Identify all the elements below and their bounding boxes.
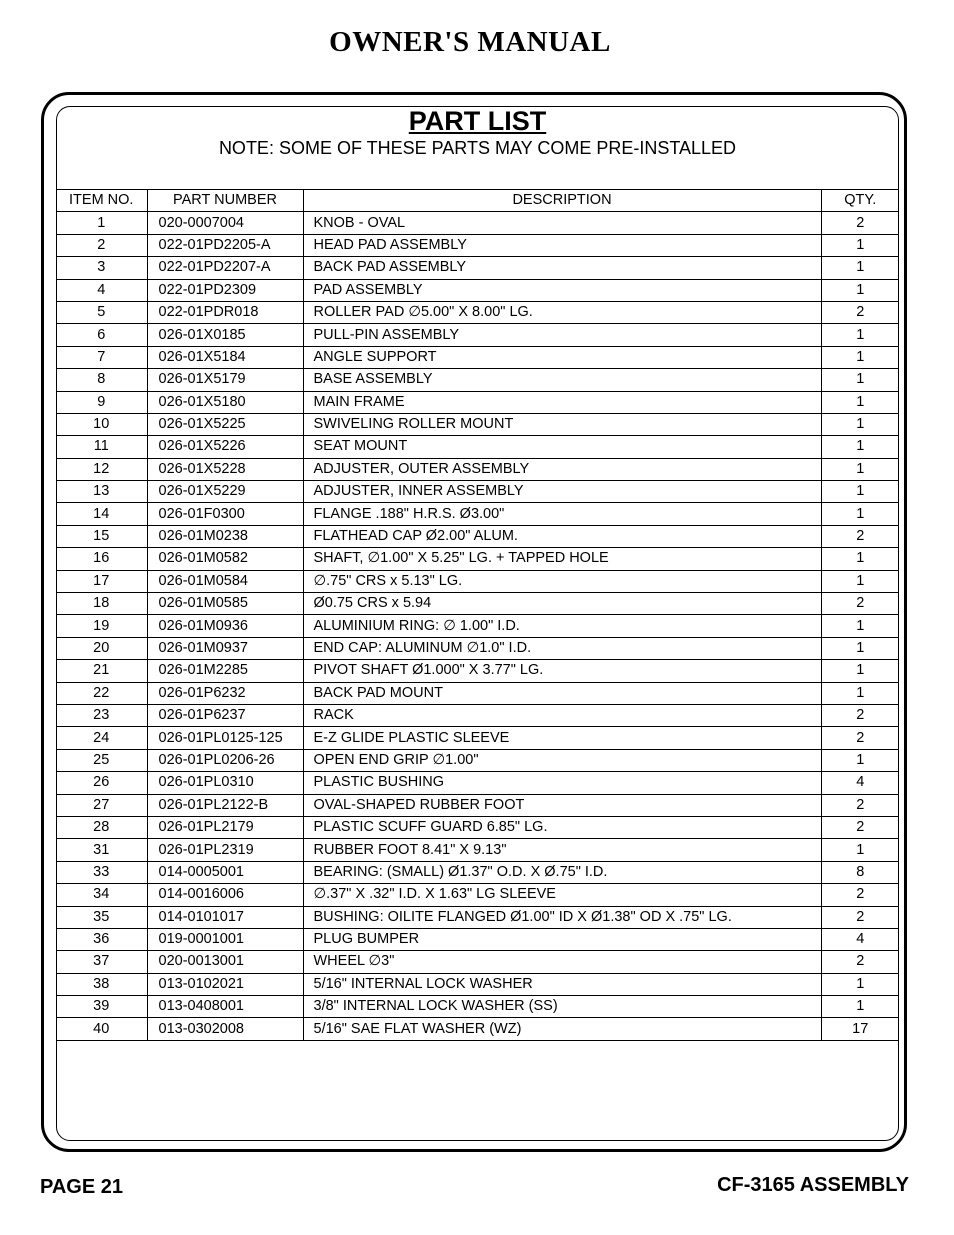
qty-cell: 2	[821, 794, 899, 816]
description-cell: ∅.37" X .32" I.D. X 1.63" LG SLEEVE	[303, 884, 821, 906]
qty-cell: 4	[821, 928, 899, 950]
part-number-cell: 022-01PD2207-A	[147, 257, 303, 279]
column-header-qty: QTY.	[821, 190, 899, 212]
qty-cell: 2	[821, 593, 899, 615]
part-number-cell: 026-01M0584	[147, 570, 303, 592]
description-cell: ADJUSTER, OUTER ASSEMBLY	[303, 458, 821, 480]
description-cell: SEAT MOUNT	[303, 436, 821, 458]
qty-cell: 1	[821, 234, 899, 256]
qty-cell: 2	[821, 704, 899, 726]
description-cell: OPEN END GRIP ∅1.00"	[303, 749, 821, 771]
item-no-cell: 11	[56, 436, 147, 458]
table-row	[56, 525, 899, 547]
part-number-cell: 026-01X5226	[147, 436, 303, 458]
qty-cell: 1	[821, 391, 899, 413]
description-cell: HEAD PAD ASSEMBLY	[303, 234, 821, 256]
qty-cell: 1	[821, 548, 899, 570]
qty-cell: 1	[821, 615, 899, 637]
part-number-cell: 026-01X5228	[147, 458, 303, 480]
item-no-cell: 19	[56, 615, 147, 637]
part-number-cell: 013-0302008	[147, 1018, 303, 1040]
qty-cell: 2	[821, 727, 899, 749]
description-cell: KNOB - OVAL	[303, 212, 821, 234]
description-cell: RUBBER FOOT 8.41" X 9.13"	[303, 839, 821, 861]
description-cell: OVAL-SHAPED RUBBER FOOT	[303, 794, 821, 816]
item-no-cell: 9	[56, 391, 147, 413]
part-number-cell: 026-01P6232	[147, 682, 303, 704]
manual-title: OWNER'S MANUAL	[329, 26, 611, 58]
item-no-cell: 15	[56, 525, 147, 547]
item-no-cell: 38	[56, 973, 147, 995]
part-number-cell: 026-01X5225	[147, 413, 303, 435]
description-cell: 3/8" INTERNAL LOCK WASHER (SS)	[303, 996, 821, 1018]
qty-cell: 1	[821, 279, 899, 301]
table-row	[56, 749, 899, 771]
part-number-cell: 014-0005001	[147, 861, 303, 883]
empty-cell	[303, 1040, 821, 1041]
item-no-cell: 40	[56, 1018, 147, 1040]
part-number-cell: 026-01F0300	[147, 503, 303, 525]
table-row	[56, 772, 899, 794]
part-number-cell: 022-01PD2205-A	[147, 234, 303, 256]
part-number-cell: 014-0101017	[147, 906, 303, 928]
table-row	[56, 660, 899, 682]
qty-cell: 1	[821, 749, 899, 771]
description-cell: END CAP: ALUMINUM ∅1.0" I.D.	[303, 637, 821, 659]
table-row	[56, 413, 899, 435]
item-no-cell: 12	[56, 458, 147, 480]
part-number-cell: 026-01M2285	[147, 660, 303, 682]
item-no-cell: 36	[56, 928, 147, 950]
description-cell: ADJUSTER, INNER ASSEMBLY	[303, 481, 821, 503]
table-row	[56, 234, 899, 256]
description-cell: PLASTIC SCUFF GUARD 6.85" LG.	[303, 816, 821, 838]
table-row	[56, 928, 899, 950]
part-number-cell: 020-0013001	[147, 951, 303, 973]
description-cell: ∅.75" CRS x 5.13" LG.	[303, 570, 821, 592]
table-row	[56, 637, 899, 659]
part-number-cell: 026-01X5179	[147, 369, 303, 391]
description-cell: ANGLE SUPPORT	[303, 346, 821, 368]
table-row	[56, 324, 899, 346]
description-cell: PLASTIC BUSHING	[303, 772, 821, 794]
part-number-cell: 026-01M0238	[147, 525, 303, 547]
qty-cell: 4	[821, 772, 899, 794]
table-row	[56, 503, 899, 525]
description-cell: WHEEL ∅3"	[303, 951, 821, 973]
qty-cell: 2	[821, 884, 899, 906]
qty-cell: 2	[821, 525, 899, 547]
part-number-cell: 026-01X5184	[147, 346, 303, 368]
item-no-cell: 23	[56, 704, 147, 726]
parts-table	[56, 189, 899, 1041]
table-row	[56, 615, 899, 637]
item-no-cell: 26	[56, 772, 147, 794]
item-no-cell: 14	[56, 503, 147, 525]
table-row	[56, 906, 899, 928]
part-list-note: NOTE: SOME OF THESE PARTS MAY COME PRE-INSTALLED	[218, 138, 737, 158]
part-number-cell: 022-01PD2309	[147, 279, 303, 301]
part-number-cell: 022-01PDR018	[147, 301, 303, 323]
table-row	[56, 951, 899, 973]
qty-cell: 1	[821, 324, 899, 346]
table-row	[56, 458, 899, 480]
table-row	[56, 996, 899, 1018]
empty-cell	[56, 1040, 147, 1041]
description-cell: RACK	[303, 704, 821, 726]
part-number-cell: 026-01M0937	[147, 637, 303, 659]
description-cell: BASE ASSEMBLY	[303, 369, 821, 391]
table-row	[56, 704, 899, 726]
qty-cell: 2	[821, 212, 899, 234]
qty-cell: 8	[821, 861, 899, 883]
table-row	[56, 973, 899, 995]
table-row-empty	[56, 1040, 899, 1041]
part-number-cell: 026-01PL2122-B	[147, 794, 303, 816]
part-number-cell: 013-0102021	[147, 973, 303, 995]
part-list-title: PART LIST	[408, 106, 547, 136]
qty-cell: 2	[821, 301, 899, 323]
table-row	[56, 212, 899, 234]
part-number-cell: 026-01M0582	[147, 548, 303, 570]
part-number-cell: 014-0016006	[147, 884, 303, 906]
description-cell: BEARING: (SMALL) Ø1.37" O.D. X Ø.75" I.D.	[303, 861, 821, 883]
item-no-cell: 2	[56, 234, 147, 256]
assembly-name: CF-3165 ASSEMBLY	[717, 1174, 909, 1196]
description-cell: ROLLER PAD ∅5.00" X 8.00" LG.	[303, 301, 821, 323]
qty-cell: 2	[821, 816, 899, 838]
table-row	[56, 570, 899, 592]
item-no-cell: 5	[56, 301, 147, 323]
description-cell: SHAFT, ∅1.00" X 5.25" LG. + TAPPED HOLE	[303, 548, 821, 570]
part-number-cell: 026-01X0185	[147, 324, 303, 346]
qty-cell: 1	[821, 973, 899, 995]
description-cell: 5/16" INTERNAL LOCK WASHER	[303, 973, 821, 995]
item-no-cell: 33	[56, 861, 147, 883]
item-no-cell: 34	[56, 884, 147, 906]
part-number-cell: 026-01X5229	[147, 481, 303, 503]
qty-cell: 1	[821, 257, 899, 279]
item-no-cell: 8	[56, 369, 147, 391]
item-no-cell: 7	[56, 346, 147, 368]
item-no-cell: 27	[56, 794, 147, 816]
table-row	[56, 436, 899, 458]
item-no-cell: 6	[56, 324, 147, 346]
part-number-cell: 026-01M0936	[147, 615, 303, 637]
description-cell: PAD ASSEMBLY	[303, 279, 821, 301]
empty-cell	[821, 1040, 899, 1041]
item-no-cell: 25	[56, 749, 147, 771]
description-cell: FLATHEAD CAP Ø2.00" ALUM.	[303, 525, 821, 547]
item-no-cell: 13	[56, 481, 147, 503]
table-row	[56, 257, 899, 279]
qty-cell: 1	[821, 839, 899, 861]
table-row	[56, 861, 899, 883]
qty-cell: 1	[821, 458, 899, 480]
item-no-cell: 20	[56, 637, 147, 659]
part-number-cell: 019-0001001	[147, 928, 303, 950]
qty-cell: 1	[821, 436, 899, 458]
description-cell: PLUG BUMPER	[303, 928, 821, 950]
item-no-cell: 31	[56, 839, 147, 861]
column-header-part-number: PART NUMBER	[147, 190, 303, 212]
qty-cell: 1	[821, 369, 899, 391]
column-header-description: DESCRIPTION	[303, 190, 821, 212]
item-no-cell: 1	[56, 212, 147, 234]
item-no-cell: 4	[56, 279, 147, 301]
table-row	[56, 727, 899, 749]
description-cell: MAIN FRAME	[303, 391, 821, 413]
qty-cell: 1	[821, 660, 899, 682]
part-number-cell: 026-01PL2179	[147, 816, 303, 838]
part-number-cell: 026-01PL2319	[147, 839, 303, 861]
description-cell: BUSHING: OILITE FLANGED Ø1.00" ID X Ø1.38" OD X .75" LG.	[303, 906, 821, 928]
item-no-cell: 24	[56, 727, 147, 749]
table-row	[56, 839, 899, 861]
qty-cell: 2	[821, 951, 899, 973]
description-cell: Ø0.75 CRS x 5.94	[303, 593, 821, 615]
column-header-item-no: ITEM NO.	[56, 190, 147, 212]
table-row	[56, 593, 899, 615]
item-no-cell: 28	[56, 816, 147, 838]
empty-cell	[147, 1040, 303, 1041]
item-no-cell: 22	[56, 682, 147, 704]
item-no-cell: 39	[56, 996, 147, 1018]
item-no-cell: 35	[56, 906, 147, 928]
part-number-cell: 020-0007004	[147, 212, 303, 234]
description-cell: PULL-PIN ASSEMBLY	[303, 324, 821, 346]
qty-cell: 1	[821, 570, 899, 592]
item-no-cell: 3	[56, 257, 147, 279]
part-number-cell: 026-01PL0125-125	[147, 727, 303, 749]
table-row	[56, 391, 899, 413]
table-row	[56, 279, 899, 301]
qty-cell: 1	[821, 481, 899, 503]
description-cell: ALUMINIUM RING: ∅ 1.00" I.D.	[303, 615, 821, 637]
part-number-cell: 026-01PL0206-26	[147, 749, 303, 771]
description-cell: E-Z GLIDE PLASTIC SLEEVE	[303, 727, 821, 749]
table-row	[56, 794, 899, 816]
part-number-cell: 013-0408001	[147, 996, 303, 1018]
table-row	[56, 481, 899, 503]
table-row	[56, 548, 899, 570]
table-row	[56, 816, 899, 838]
item-no-cell: 16	[56, 548, 147, 570]
description-cell: BACK PAD ASSEMBLY	[303, 257, 821, 279]
qty-cell: 1	[821, 996, 899, 1018]
qty-cell: 1	[821, 637, 899, 659]
parts-table-body	[56, 212, 899, 1041]
description-cell: PIVOT SHAFT Ø1.000" X 3.77" LG.	[303, 660, 821, 682]
description-cell: 5/16" SAE FLAT WASHER (WZ)	[303, 1018, 821, 1040]
item-no-cell: 18	[56, 593, 147, 615]
item-no-cell: 17	[56, 570, 147, 592]
part-number-cell: 026-01PL0310	[147, 772, 303, 794]
table-row	[56, 301, 899, 323]
table-row	[56, 346, 899, 368]
description-cell: SWIVELING ROLLER MOUNT	[303, 413, 821, 435]
table-row	[56, 884, 899, 906]
qty-cell: 1	[821, 413, 899, 435]
part-number-cell: 026-01P6237	[147, 704, 303, 726]
qty-cell: 2	[821, 906, 899, 928]
table-row	[56, 369, 899, 391]
table-header-row	[56, 190, 899, 212]
table-row	[56, 682, 899, 704]
qty-cell: 1	[821, 346, 899, 368]
table-row	[56, 1018, 899, 1040]
description-cell: BACK PAD MOUNT	[303, 682, 821, 704]
qty-cell: 1	[821, 503, 899, 525]
item-no-cell: 10	[56, 413, 147, 435]
part-number-cell: 026-01M0585	[147, 593, 303, 615]
item-no-cell: 21	[56, 660, 147, 682]
item-no-cell: 37	[56, 951, 147, 973]
page-number: PAGE 21	[40, 1176, 123, 1198]
part-number-cell: 026-01X5180	[147, 391, 303, 413]
description-cell: FLANGE .188" H.R.S. Ø3.00"	[303, 503, 821, 525]
qty-cell: 17	[821, 1018, 899, 1040]
qty-cell: 1	[821, 682, 899, 704]
